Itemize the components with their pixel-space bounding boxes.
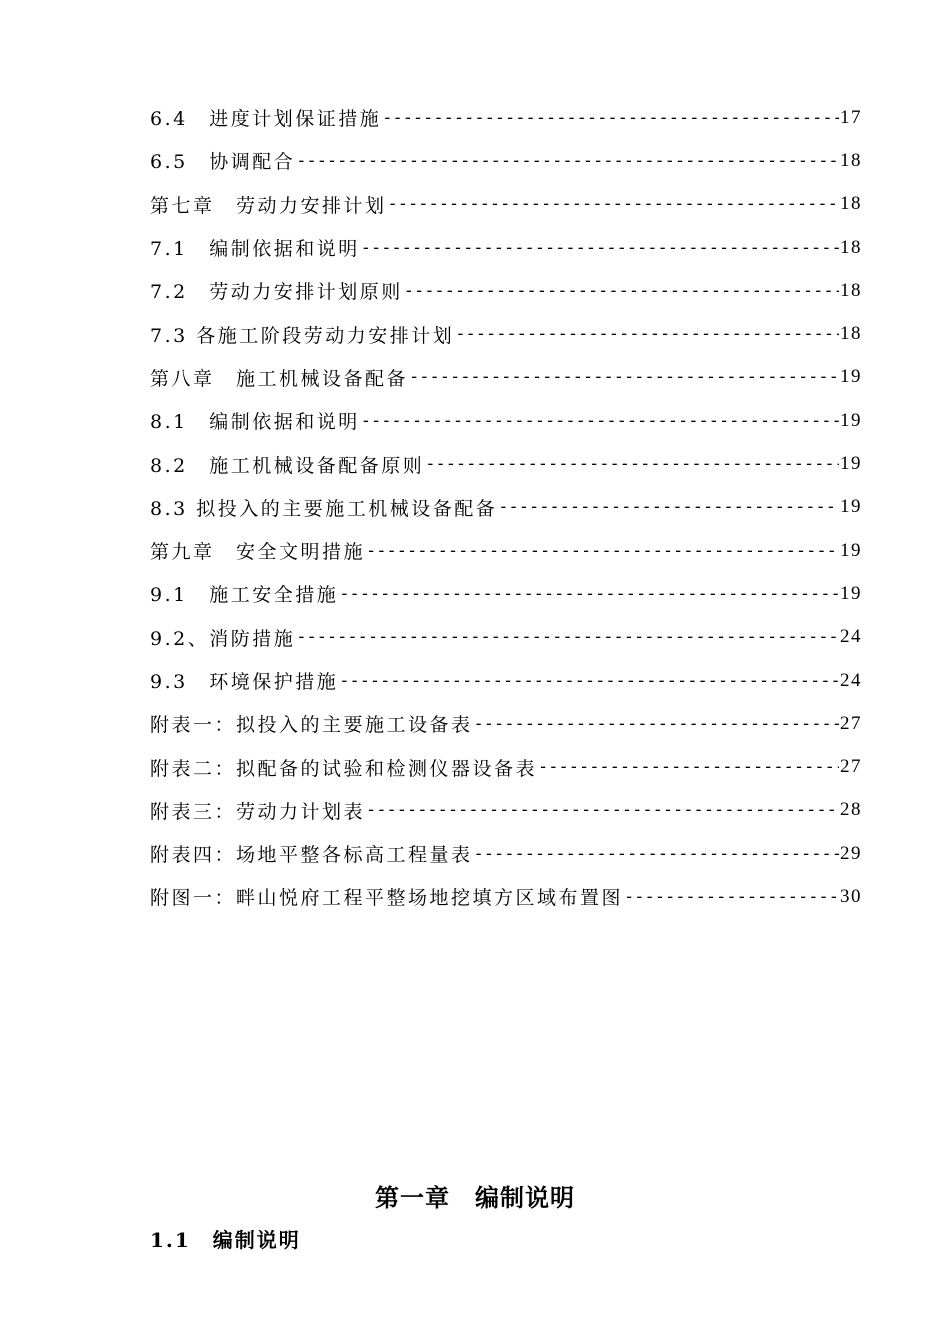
toc-entry-page: 19 xyxy=(840,366,862,388)
toc-entry-label: 9.1 施工安全措施 xyxy=(150,584,339,607)
toc-entry-label: 第七章 劳动力安排计划 xyxy=(150,194,387,217)
toc-entry[interactable] xyxy=(150,486,862,529)
toc-entry-label: 6.5 协调配合 xyxy=(150,151,296,174)
toc-entry[interactable] xyxy=(150,529,862,572)
toc-entry[interactable] xyxy=(150,399,862,442)
toc-leader xyxy=(538,757,839,777)
toc-entry-page: 29 xyxy=(840,842,862,864)
toc-entry[interactable] xyxy=(150,832,862,875)
toc-entry[interactable] xyxy=(150,572,862,615)
toc-entry-label: 附图一：畔山悦府工程平整场地挖填方区域布置图 xyxy=(150,887,624,910)
table-of-contents xyxy=(150,96,862,919)
toc-entry-label: 附表三：劳动力计划表 xyxy=(150,800,366,823)
toc-entry[interactable] xyxy=(150,312,862,355)
toc-leader xyxy=(474,844,839,864)
toc-entry[interactable] xyxy=(150,702,862,745)
toc-leader xyxy=(498,497,839,517)
toc-entry-page: 27 xyxy=(840,712,862,734)
toc-leader xyxy=(339,671,839,691)
toc-entry[interactable] xyxy=(150,183,862,226)
toc-entry[interactable] xyxy=(150,789,862,832)
toc-entry-page: 30 xyxy=(840,885,862,907)
toc-leader xyxy=(361,411,839,431)
toc-entry[interactable] xyxy=(150,442,862,485)
toc-leader xyxy=(366,800,839,820)
toc-leader xyxy=(382,108,839,128)
toc-entry-page: 18 xyxy=(840,149,862,171)
toc-entry-label: 附表一：拟投入的主要施工设备表 xyxy=(150,714,473,737)
toc-entry-label: 附表四：场地平整各标高工程量表 xyxy=(150,844,473,867)
toc-entry-label: 8.3 拟投入的主要施工机械设备配备 xyxy=(150,497,498,520)
toc-entry-label: 9.2、消防措施 xyxy=(150,627,296,650)
toc-entry-label: 7.1 编制依据和说明 xyxy=(150,238,360,261)
toc-entry-page: 24 xyxy=(840,669,862,691)
toc-entry-page: 24 xyxy=(840,626,862,648)
toc-entry-label: 9.3 环境保护措施 xyxy=(150,671,339,693)
toc-leader xyxy=(388,194,839,214)
toc-entry-page: 19 xyxy=(840,409,862,431)
toc-entry[interactable] xyxy=(150,356,862,399)
toc-entry-label: 6.4 进度计划保证措施 xyxy=(150,108,382,131)
toc-entry-page: 28 xyxy=(840,799,862,821)
toc-entry-label: 第九章 安全文明措施 xyxy=(150,541,366,564)
toc-entry-page: 19 xyxy=(840,582,862,604)
toc-entry-label: 第八章 施工机械设备配备 xyxy=(150,367,409,390)
toc-entry[interactable] xyxy=(150,96,862,139)
toc-entry[interactable] xyxy=(150,659,862,702)
toc-entry[interactable] xyxy=(150,226,862,269)
toc-leader xyxy=(366,541,839,561)
toc-leader xyxy=(409,367,839,387)
section-heading: 1.1 编制说明 xyxy=(150,1228,301,1252)
toc-leader xyxy=(425,454,839,474)
toc-leader xyxy=(624,887,839,907)
toc-entry-label: 8.2 施工机械设备配备原则 xyxy=(150,454,425,477)
toc-leader xyxy=(339,584,839,604)
toc-entry-page: 18 xyxy=(840,323,862,345)
toc-leader xyxy=(404,281,839,301)
toc-entry-label: 8.1 编制依据和说明 xyxy=(150,411,360,434)
toc-leader xyxy=(361,238,839,258)
toc-entry-page: 19 xyxy=(840,539,862,561)
toc-leader xyxy=(455,324,839,344)
toc-entry-page: 18 xyxy=(840,236,862,258)
toc-entry[interactable] xyxy=(150,875,862,918)
toc-leader xyxy=(296,627,839,647)
toc-entry-page: 19 xyxy=(840,453,862,475)
toc-entry[interactable] xyxy=(150,616,862,659)
toc-entry-page: 27 xyxy=(840,756,862,778)
toc-entry-page: 18 xyxy=(840,193,862,215)
toc-entry-page: 18 xyxy=(840,279,862,301)
toc-leader xyxy=(474,714,839,734)
toc-entry-page: 17 xyxy=(840,106,862,128)
toc-leader xyxy=(296,151,839,171)
toc-entry-label: 7.2 劳动力安排计划原则 xyxy=(150,281,403,304)
toc-entry-page: 19 xyxy=(840,496,862,518)
toc-entry[interactable] xyxy=(150,745,862,788)
chapter-heading: 第一章 编制说明 xyxy=(375,1183,575,1212)
toc-entry-label: 附表二：拟配备的试验和检测仪器设备表 xyxy=(150,757,538,780)
toc-entry[interactable] xyxy=(150,139,862,182)
toc-entry[interactable] xyxy=(150,269,862,312)
toc-entry-label: 7.3 各施工阶段劳动力安排计划 xyxy=(150,324,455,347)
